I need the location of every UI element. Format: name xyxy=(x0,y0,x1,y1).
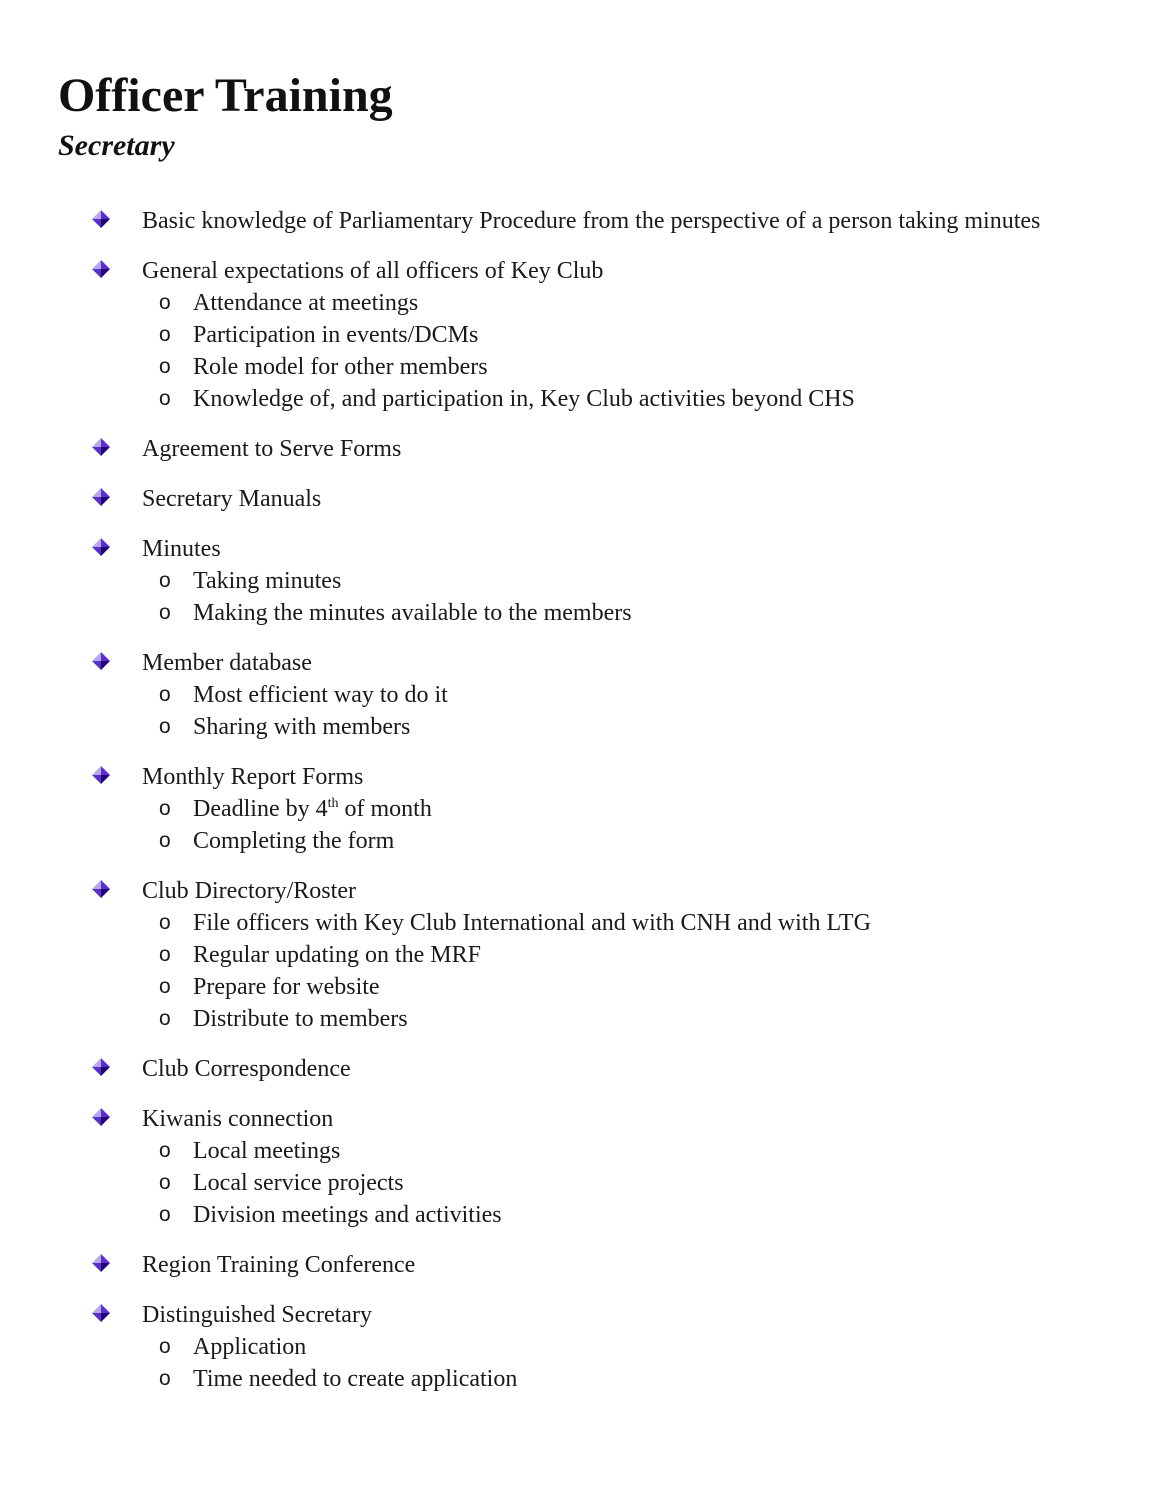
sub-list-item-text: Role model for other members xyxy=(193,354,488,380)
circle-bullet-icon: o xyxy=(159,387,171,410)
list-item-text: Agreement to Serve Forms xyxy=(142,436,402,462)
list-item xyxy=(0,647,1156,743)
sub-list-item-text: Sharing with members xyxy=(193,714,411,740)
list-item-text: General expectations of all officers of Key Club xyxy=(142,258,604,284)
sub-list xyxy=(0,793,1156,857)
diamond-bullet-icon xyxy=(91,487,111,507)
sub-list-item-text: Regular updating on the MRF xyxy=(193,942,481,968)
diamond-bullet-icon xyxy=(91,651,111,671)
sub-list-item-text: Participation in events/DCMs xyxy=(193,322,479,348)
circle-bullet-icon: o xyxy=(159,1203,171,1226)
sub-list xyxy=(0,907,1156,1035)
sub-list-item-text: Local service projects xyxy=(193,1170,404,1196)
circle-bullet-icon: o xyxy=(159,797,171,820)
sub-list-item xyxy=(0,825,1156,857)
diamond-bullet-icon xyxy=(91,1253,111,1273)
sub-list-item xyxy=(0,565,1156,597)
list-item-text: Member database xyxy=(142,650,312,676)
sub-list-item xyxy=(0,1331,1156,1363)
list-item xyxy=(0,483,1156,515)
sub-list-item xyxy=(0,907,1156,939)
list-item xyxy=(0,433,1156,465)
list-item xyxy=(0,1299,1156,1395)
circle-bullet-icon: o xyxy=(159,601,171,624)
sub-list-item xyxy=(0,351,1156,383)
circle-bullet-icon: o xyxy=(159,911,171,934)
circle-bullet-icon: o xyxy=(159,975,171,998)
sub-list-item xyxy=(0,1199,1156,1231)
list-item xyxy=(0,1103,1156,1231)
circle-bullet-icon: o xyxy=(159,715,171,738)
sub-list-item-text: Prepare for website xyxy=(193,974,380,1000)
sub-list-item xyxy=(0,319,1156,351)
sub-text-after: of month xyxy=(338,796,432,822)
sub-list-item xyxy=(0,287,1156,319)
sub-list-item-text xyxy=(193,793,432,825)
list-item xyxy=(0,875,1156,1035)
sub-list-item xyxy=(0,679,1156,711)
sub-list-item-text: Making the minutes available to the members xyxy=(193,600,632,626)
circle-bullet-icon: o xyxy=(159,1335,171,1358)
diamond-bullet-icon xyxy=(91,209,111,229)
list-item xyxy=(0,533,1156,629)
sub-text-before: Deadline by 4 xyxy=(193,796,328,822)
diamond-bullet-icon xyxy=(91,259,111,279)
sub-list-item xyxy=(0,383,1156,415)
sub-list-item-text: Application xyxy=(193,1334,307,1360)
list-item-text: Region Training Conference xyxy=(142,1252,416,1278)
page-subtitle: Secretary xyxy=(58,129,175,162)
list-item-text: Kiwanis connection xyxy=(142,1106,334,1132)
list-item-text: Club Correspondence xyxy=(142,1056,351,1082)
sub-list xyxy=(0,1331,1156,1395)
sub-list-item-text: Knowledge of, and participation in, Key Club activities beyond CHS xyxy=(193,386,855,412)
list-item-text: Secretary Manuals xyxy=(142,486,322,512)
sub-list-item xyxy=(0,939,1156,971)
list-item xyxy=(0,1053,1156,1085)
circle-bullet-icon: o xyxy=(159,1171,171,1194)
sub-list xyxy=(0,287,1156,415)
sub-list-item-text: Division meetings and activities xyxy=(193,1202,502,1228)
sub-list-item-text: Local meetings xyxy=(193,1138,341,1164)
sub-list-item xyxy=(0,1003,1156,1035)
sub-list-item xyxy=(0,1167,1156,1199)
list-item-text: Club Directory/Roster xyxy=(142,878,356,904)
circle-bullet-icon: o xyxy=(159,323,171,346)
sub-list-item-text: Attendance at meetings xyxy=(193,290,419,316)
sub-list-item-text: Distribute to members xyxy=(193,1006,408,1032)
circle-bullet-icon: o xyxy=(159,355,171,378)
diamond-bullet-icon xyxy=(91,765,111,785)
circle-bullet-icon: o xyxy=(159,569,171,592)
list-item-text: Distinguished Secretary xyxy=(142,1302,372,1328)
list-item-text: Monthly Report Forms xyxy=(142,764,364,790)
sub-list-item xyxy=(0,597,1156,629)
list-item xyxy=(0,1249,1156,1281)
sub-list-item-text: Most efficient way to do it xyxy=(193,682,448,708)
diamond-bullet-icon xyxy=(91,1303,111,1323)
sub-list-item-text: Taking minutes xyxy=(193,568,342,594)
list-item xyxy=(0,761,1156,857)
sub-list-item-text: Completing the form xyxy=(193,828,395,854)
ordinal-superscript: th xyxy=(327,796,339,811)
sub-list-item xyxy=(0,711,1156,743)
diamond-bullet-icon xyxy=(91,1107,111,1127)
list-item-text: Minutes xyxy=(142,536,221,562)
list-item xyxy=(0,255,1156,415)
sub-list xyxy=(0,679,1156,743)
sub-list xyxy=(0,565,1156,629)
circle-bullet-icon: o xyxy=(159,1367,171,1390)
circle-bullet-icon: o xyxy=(159,683,171,706)
topic-list xyxy=(0,205,1156,1413)
list-item xyxy=(0,205,1156,237)
diamond-bullet-icon xyxy=(91,1057,111,1077)
circle-bullet-icon: o xyxy=(159,943,171,966)
page-title: Officer Training xyxy=(58,69,393,122)
diamond-bullet-icon xyxy=(91,879,111,899)
circle-bullet-icon: o xyxy=(159,1139,171,1162)
sub-list-item-text: Time needed to create application xyxy=(193,1366,518,1392)
sub-list-item xyxy=(0,1135,1156,1167)
circle-bullet-icon: o xyxy=(159,1007,171,1030)
sub-list-item-text: File officers with Key Club International and with CNH and with LTG xyxy=(193,910,871,936)
sub-list-item xyxy=(0,793,1156,825)
diamond-bullet-icon xyxy=(91,437,111,457)
sub-list xyxy=(0,1135,1156,1231)
sub-list-item xyxy=(0,1363,1156,1395)
sub-list-item xyxy=(0,971,1156,1003)
circle-bullet-icon: o xyxy=(159,829,171,852)
list-item-text: Basic knowledge of Parliamentary Procedure from the perspective of a person taking minutes xyxy=(142,208,1041,234)
circle-bullet-icon: o xyxy=(159,291,171,314)
diamond-bullet-icon xyxy=(91,537,111,557)
